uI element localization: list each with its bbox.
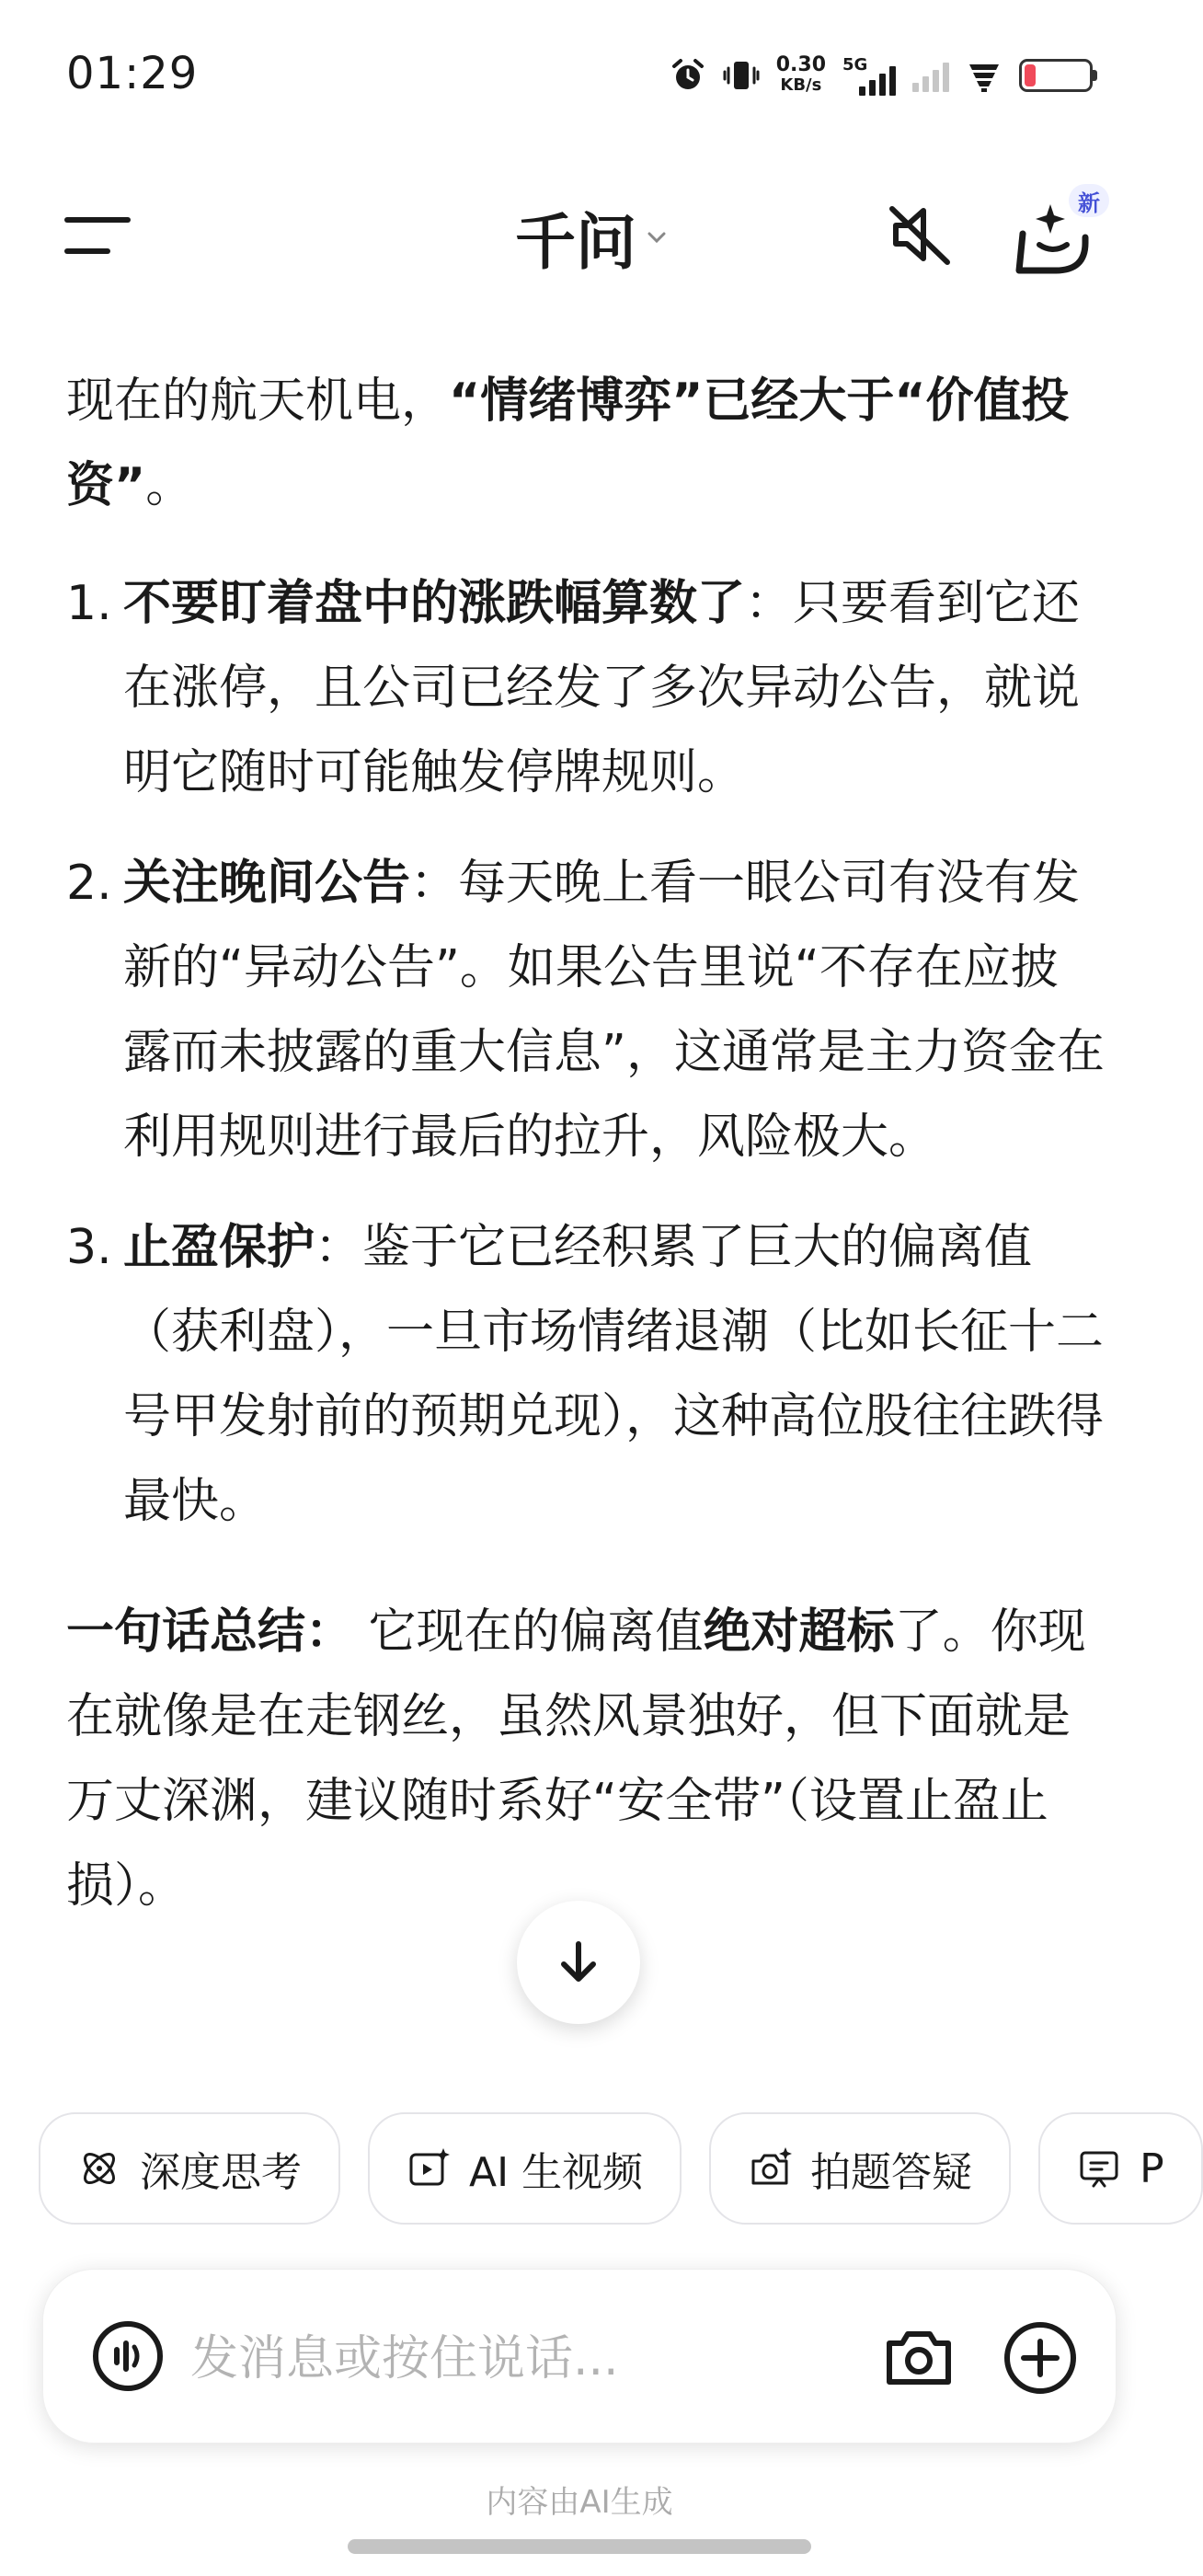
chip-deep-thinking[interactable]	[39, 2112, 340, 2225]
list-item	[66, 1205, 1106, 1544]
list-number: 3.	[66, 1220, 112, 1275]
chip-ai-video[interactable]	[368, 2112, 682, 2225]
summary-part2: 了。你现在就像是在走钢丝，虽然风景独好，但下面就是万丈深渊，建议随时系好“安全带”（设置止盈止损）。	[66, 1604, 1086, 1914]
status-icons	[670, 52, 1093, 99]
list-item	[66, 561, 1106, 815]
top-nav	[0, 147, 1159, 313]
net-speed-unit: KB/s	[780, 75, 822, 95]
point-title: 不要盯着盘中的涨跌幅算数了	[123, 576, 746, 631]
signal-5g	[842, 55, 896, 96]
message-input[interactable]	[189, 2321, 873, 2397]
assistant-message	[66, 359, 1106, 1928]
point-body: ：只要看到它还在涨停，且公司已经发了多次异动公告，就说明它随时可能触发停牌规则。	[123, 576, 1081, 800]
point-body: ：每天晚上看一眼公司有没有发新的“异动公告”。如果公告里说“不存在应披露而未披露的重大信息”，这通常是主力资金在利用规则进行最后的拉升，风险极大。	[123, 856, 1105, 1165]
advice-list	[66, 561, 1106, 1544]
alarm-icon	[670, 57, 706, 94]
intro-suffix: 。	[145, 458, 194, 513]
summary-part1: 它现在的偏离值	[353, 1604, 704, 1660]
point-title: 关注晚间公告	[123, 856, 411, 911]
ai-generated-note: 内容由AI生成	[486, 2484, 673, 2521]
net-speed	[776, 55, 826, 96]
chip-presentation[interactable]	[1038, 2112, 1203, 2225]
new-chat-button[interactable]	[1012, 184, 1113, 276]
point-title: 止盈保护	[123, 1220, 315, 1275]
intro-prefix: 现在的航天机电，	[66, 374, 450, 429]
status-time: 01:29	[66, 48, 199, 99]
network-type: 5G	[842, 55, 868, 75]
wifi-icon	[966, 57, 1002, 94]
net-speed-value: 0.30	[775, 53, 826, 76]
new-badge: 新	[1069, 184, 1109, 217]
message-input-bar	[42, 2269, 1117, 2444]
chip-label: AI 生视频	[469, 2149, 644, 2196]
summary-paragraph	[66, 1590, 1106, 1928]
chip-label: P	[1140, 2145, 1164, 2192]
chevron-down-icon	[644, 224, 670, 250]
video-spark-icon	[407, 2146, 451, 2191]
intro-paragraph	[66, 359, 1106, 528]
chip-photo-question[interactable]	[709, 2112, 1011, 2225]
home-indicator[interactable]	[348, 2539, 811, 2554]
summary-label: 一句话总结：	[66, 1604, 354, 1660]
camera-icon[interactable]	[882, 2321, 956, 2395]
summary-bold: 绝对超标	[703, 1604, 895, 1660]
app-title: 千问	[515, 207, 636, 278]
battery-fill	[1025, 64, 1036, 86]
menu-button[interactable]	[64, 212, 134, 258]
app-title-switcher[interactable]	[515, 193, 670, 281]
list-number: 2.	[66, 856, 112, 911]
vibrate-icon	[723, 57, 760, 94]
status-bar	[0, 0, 1159, 147]
battery-icon	[1019, 59, 1093, 92]
list-number: 1.	[66, 576, 112, 631]
quick-action-chips	[39, 2112, 1203, 2228]
intro-bold: “情绪博弈”已经大于“价值投资”	[66, 374, 1070, 513]
presentation-icon	[1077, 2146, 1121, 2191]
chip-label: 拍题答疑	[810, 2149, 973, 2196]
scroll-to-bottom-button[interactable]	[517, 1901, 640, 2024]
signal-bars-icon	[859, 63, 896, 96]
list-item	[66, 841, 1106, 1179]
speaker-muted-icon[interactable]	[883, 198, 957, 271]
signal-bars-2-icon	[912, 59, 949, 92]
atom-icon	[77, 2146, 121, 2191]
point-body: ：鉴于它已经积累了巨大的偏离值（获利盘），一旦市场情绪退潮（比如长征十二号甲发射前的预期兑现），这种高位股往往跌得最快。	[123, 1220, 1105, 1529]
plus-circle-icon[interactable]	[1002, 2319, 1079, 2397]
camera-spark-icon	[748, 2146, 792, 2191]
chip-label: 深度思考	[140, 2149, 302, 2196]
voice-wave-icon[interactable]	[91, 2319, 165, 2393]
arrow-down-icon	[553, 1937, 604, 1988]
